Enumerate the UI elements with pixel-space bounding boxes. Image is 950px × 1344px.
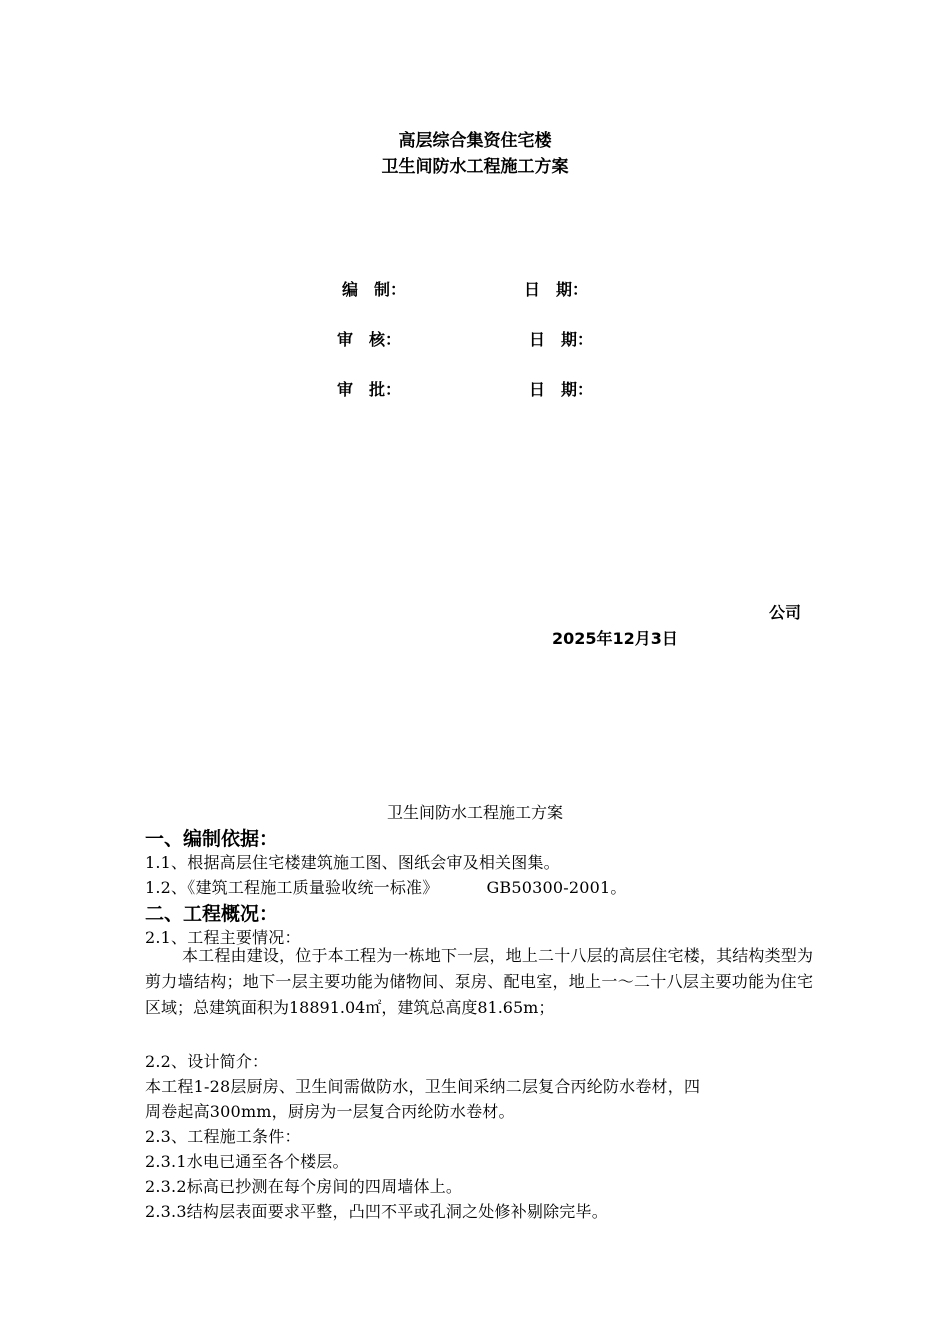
reviewed-date-label: 日 期：: [529, 330, 594, 349]
cover-title-line2: 卫生间防水工程施工方案: [381, 157, 569, 177]
section2-3-2: 2.3.2标高已抄测在每个房间的四周墙体上。: [145, 1177, 463, 1196]
section1-item1: 1.1、根据高层住宅楼建筑施工图、图纸会审及相关图集。: [145, 853, 560, 872]
section2-2-title: 2.2、设计简介：: [145, 1052, 269, 1071]
section2-1-paragraph: 本工程由建设，位于本工程为一栋地下一层，地上二十八层的高层住宅楼，其结构类型为剪力墙结构；地下一层主要功能为储物间、泵房、配电室，地上一～二十八层主要功能为住宅区域；总建筑面积为18891.04㎡，建筑总高度81.65m；: [145, 946, 813, 1017]
section1-item2: [145, 875, 627, 898]
compiled-by-label: 编 制：: [342, 280, 407, 299]
section2-3-1: 2.3.1水电已通至各个楼层。: [145, 1152, 349, 1171]
reviewed-by-label: 审 核：: [337, 330, 402, 349]
compiled-date-label: 日 期：: [524, 280, 589, 299]
approved-by-label: 审 批：: [337, 380, 402, 399]
section2-2-line2: 周卷起高300mm，厨房为一层复合丙纶防水卷材。: [145, 1102, 515, 1121]
body-title: 卫生间防水工程施工方案: [386, 803, 563, 822]
section2-heading: 二、工程概况：: [145, 903, 279, 925]
section2-3-3: 2.3.3结构层表面要求平整，凸凹不平或孔洞之处修补剔除完毕。: [145, 1202, 608, 1221]
standard-code: GB50300-2001。: [486, 878, 627, 897]
document-date: 2025年12月3日: [552, 629, 678, 648]
section2-2-line1: 本工程1-28层厨房、卫生间需做防水，卫生间采纳二层复合丙纶防水卷材，四: [145, 1077, 701, 1096]
cover-title-line1: 高层综合集资住宅楼: [398, 131, 552, 151]
approved-date-label: 日 期：: [529, 380, 594, 399]
section2-3-title: 2.3、工程施工条件：: [145, 1127, 301, 1146]
company-name: 公司: [769, 603, 802, 622]
section1-heading: 一、编制依据：: [145, 828, 279, 850]
standard-name: 1.2、《建筑工程施工质量验收统一标准》: [145, 878, 439, 897]
section2-1-title: 2.1、工程主要情况：: [145, 928, 301, 947]
